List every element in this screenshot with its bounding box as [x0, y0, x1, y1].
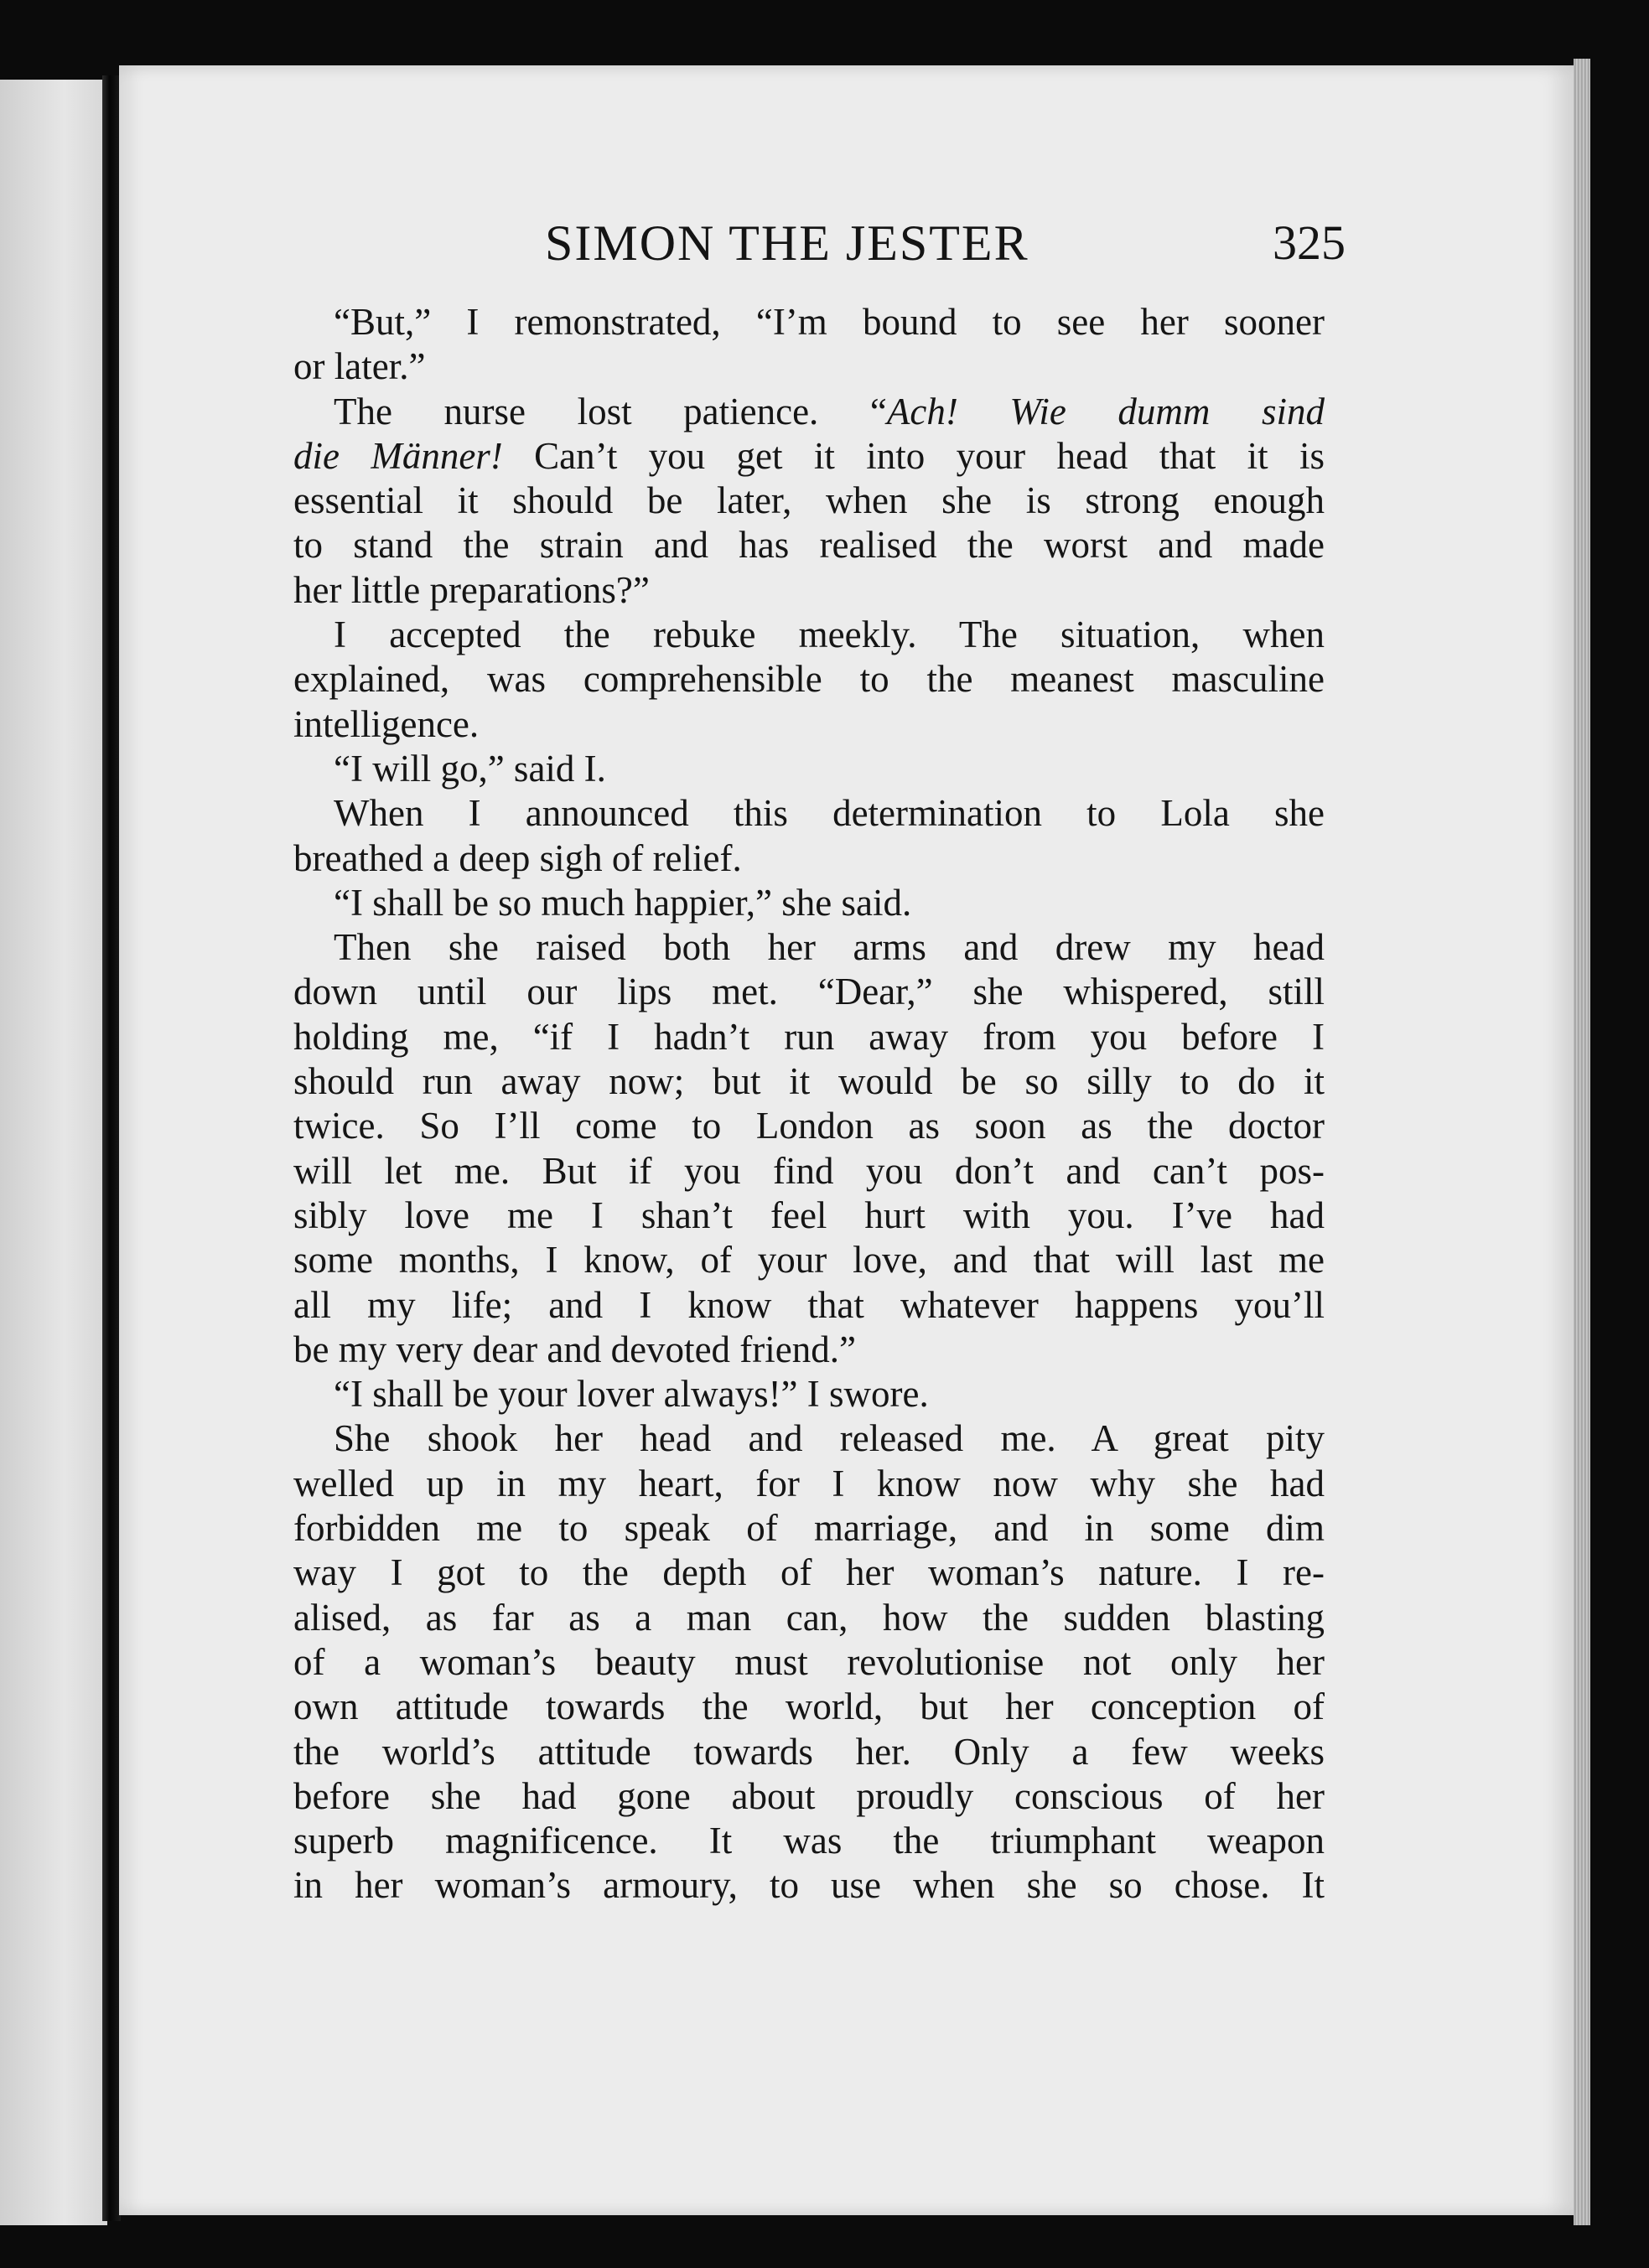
text-line: “I will go,” said I. [334, 747, 606, 790]
text-line: down until our lips met. “Dear,” she whispered, still [293, 971, 1325, 1013]
text-line: sibly love me I shan’t feel hurt with you. I’ve had [293, 1194, 1325, 1236]
text-line: twice. So I’ll come to London as soon as the doctor [293, 1105, 1325, 1147]
text-line: way I got to the depth of her woman’s nature. I re- [293, 1551, 1325, 1594]
text-line: be my very dear and devoted friend.” [293, 1328, 856, 1370]
text-line: “I shall be so much happier,” she said. [334, 881, 912, 924]
german-phrase: Ach! Wie dumm sind [886, 390, 1325, 432]
text-line: superb magnificence. It was the triumphant weapon [293, 1820, 1325, 1862]
text-line: intelligence. [293, 702, 480, 745]
text-line: holding me, “if I hadn’t run away from you before I [293, 1015, 1325, 1058]
text-line: the world’s attitude towards her. Only a few weeks [293, 1730, 1325, 1773]
text-line: explained, was comprehensible to the meanest masculine [293, 658, 1325, 701]
text-line: all my life; and I know that whatever happens you’ll [293, 1283, 1325, 1326]
running-title: SIMON THE JESTER [545, 215, 1029, 271]
text-line: welled up in my heart, for I know now why she had [293, 1462, 1325, 1504]
text-line: Then she raised both her arms and drew my head [334, 926, 1325, 969]
text-line: her little preparations?” [293, 568, 650, 611]
text-line: some months, I know, of your love, and that will last me [293, 1239, 1325, 1282]
text-line: of a woman’s beauty must revolutionise not only her [293, 1640, 1325, 1683]
page-header [289, 205, 1346, 281]
text-line: die Männer! Can’t you get it into your head that it is [293, 434, 1325, 477]
page-stack-edge [1574, 59, 1590, 2225]
text-line: to stand the strain and has realised the worst and made [293, 524, 1325, 567]
text-line: When I announced this determination to Lola she [334, 792, 1325, 835]
text-line: before she had gone about proudly conscious of her [293, 1774, 1325, 1817]
text-line: alised, as far as a man can, how the sudden blasting [293, 1596, 1325, 1639]
text-line: in her woman’s armoury, to use when she so chose. It [293, 1864, 1325, 1907]
text-line: I accepted the rebuke meekly. The situation, when [334, 614, 1325, 656]
page-number: 325 [1273, 215, 1346, 270]
text-line: should run away now; but it would be so silly to do it [293, 1060, 1325, 1103]
text-line: The nurse lost patience. “Ach! Wie dumm sind [334, 390, 1325, 432]
text-line: She shook her head and released me. A great pity [334, 1417, 1325, 1460]
body-text [293, 300, 1325, 1908]
german-phrase: die Männer! [293, 434, 503, 477]
text-line: will let me. But if you find you don’t and can’t pos- [293, 1149, 1325, 1192]
text-line: or later.” [293, 345, 426, 388]
text-line: essential it should be later, when she is strong enough [293, 479, 1325, 522]
text-line: breathed a deep sigh of relief. [293, 836, 742, 879]
text-line: “I shall be your lover always!” I swore. [334, 1373, 929, 1416]
book-gutter [102, 75, 121, 2221]
text-line: “But,” I remonstrated, “I’m bound to see her sooner [334, 301, 1325, 343]
text-line: own attitude towards the world, but her conception of [293, 1685, 1325, 1728]
facing-page-edge [0, 80, 107, 2225]
text-line: forbidden me to speak of marriage, and in some dim [293, 1507, 1325, 1550]
